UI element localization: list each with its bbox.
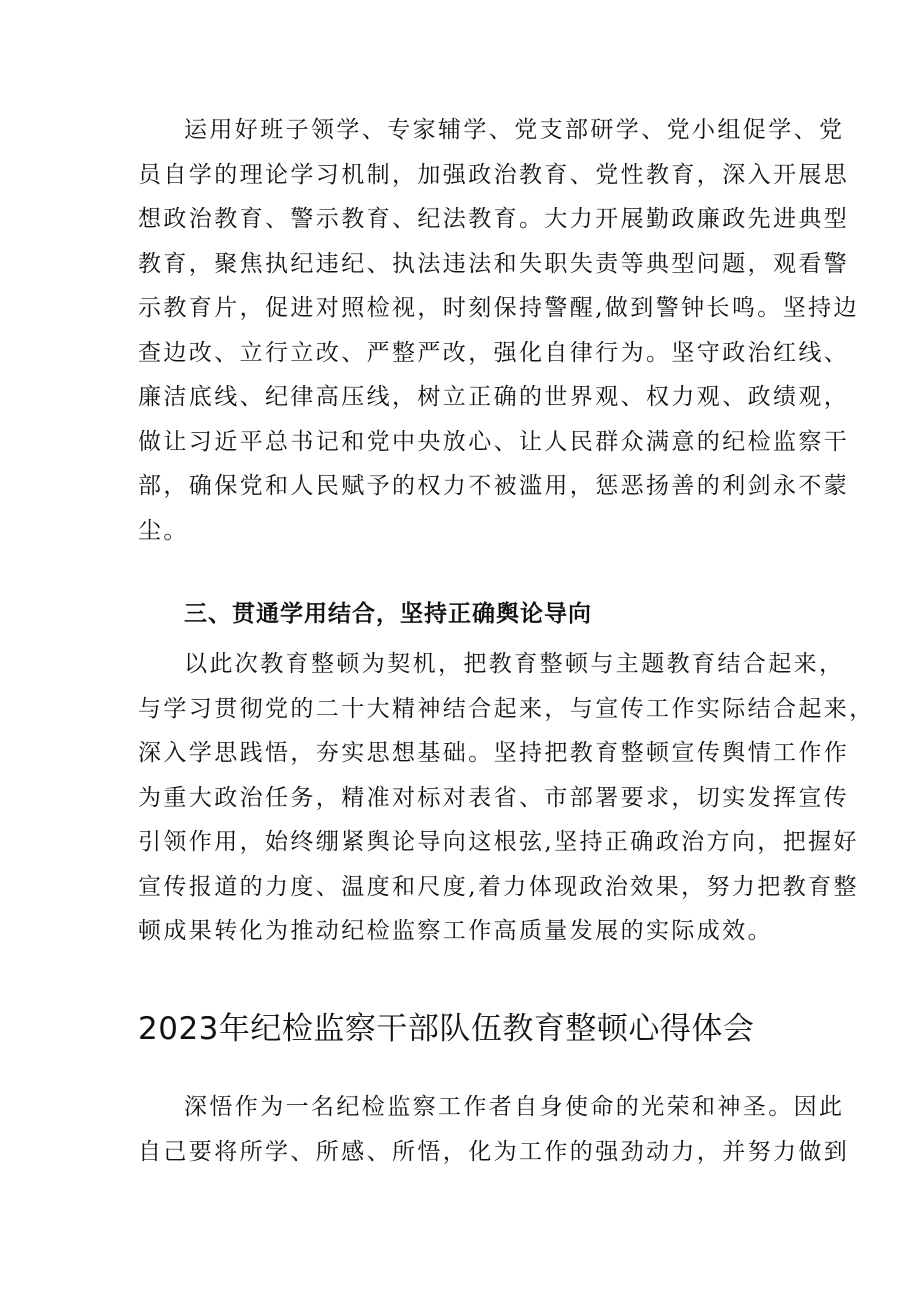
text-line: 示教育片，促进对照检视，时刻保持警醒,做到警钟长鸣。坚持边 — [138, 295, 859, 321]
text-line: 做让习近平总书记和党中央放心、让人民群众满意的纪检监察干 — [138, 428, 850, 455]
document-title: 2023年纪检监察干部队伍教育整顿心得体会 — [138, 1011, 755, 1047]
text-line: 为重大政治任务，精准对标对表省、市部署要求，切实发挥宣传 — [138, 784, 850, 811]
text-line: 员自学的理论学习机制，加强政治教育、党性教育，深入开展思 — [138, 161, 850, 188]
body-paragraph-1 — [138, 108, 859, 553]
section-heading: 三、贯通学用结合，坚持正确舆论导向 — [184, 601, 592, 627]
text-line: 深入学思践悟，夯实思想基础。坚持把教育整顿宣传舆情工作作 — [138, 740, 850, 766]
text-line: 与学习贯彻党的二十大精神结合起来，与宣传工作实际结合起来， — [138, 695, 875, 722]
text-line: 尘。 — [138, 517, 189, 544]
body-paragraph-3 — [138, 1085, 850, 1174]
body-paragraph-2 — [138, 642, 875, 954]
text-line: 查边改、立行立改、严整严改，强化自律行为。坚守政治红线、 — [138, 339, 850, 366]
text-line: 部，确保党和人民赋予的权力不被滥用，惩恶扬善的利剑永不蒙 — [138, 473, 850, 499]
text-line: 以此次教育整顿为契机，把教育整顿与主题教育结合起来， — [184, 651, 845, 677]
text-line: 运用好班子领学、专家辅学、党支部研学、党小组促学、党 — [184, 117, 845, 143]
text-line: 教育，聚焦执纪违纪、执法违法和失职失责等典型问题，观看警 — [138, 250, 850, 277]
text-line: 深悟作为一名纪检监察工作者自身使命的光荣和神圣。因此 — [184, 1094, 845, 1120]
text-line: 引领作用，始终绷紧舆论导向这根弦,坚持正确政治方向，把握好 — [138, 829, 859, 855]
text-line: 廉洁底线、纪律高压线，树立正确的世界观、权力观、政绩观， — [138, 384, 850, 410]
text-line: 自己要将所学、所感、所悟，化为工作的强劲动力，并努力做到 — [138, 1138, 850, 1165]
text-line: 想政治教育、警示教育、纪法教育。大力开展勤政廉政先进典型 — [138, 206, 850, 232]
text-line: 顿成果转化为推动纪检监察工作高质量发展的实际成效。 — [138, 918, 773, 944]
text-line: 宣传报道的力度、温度和尺度,着力体现政治效果，努力把教育整 — [138, 873, 859, 900]
